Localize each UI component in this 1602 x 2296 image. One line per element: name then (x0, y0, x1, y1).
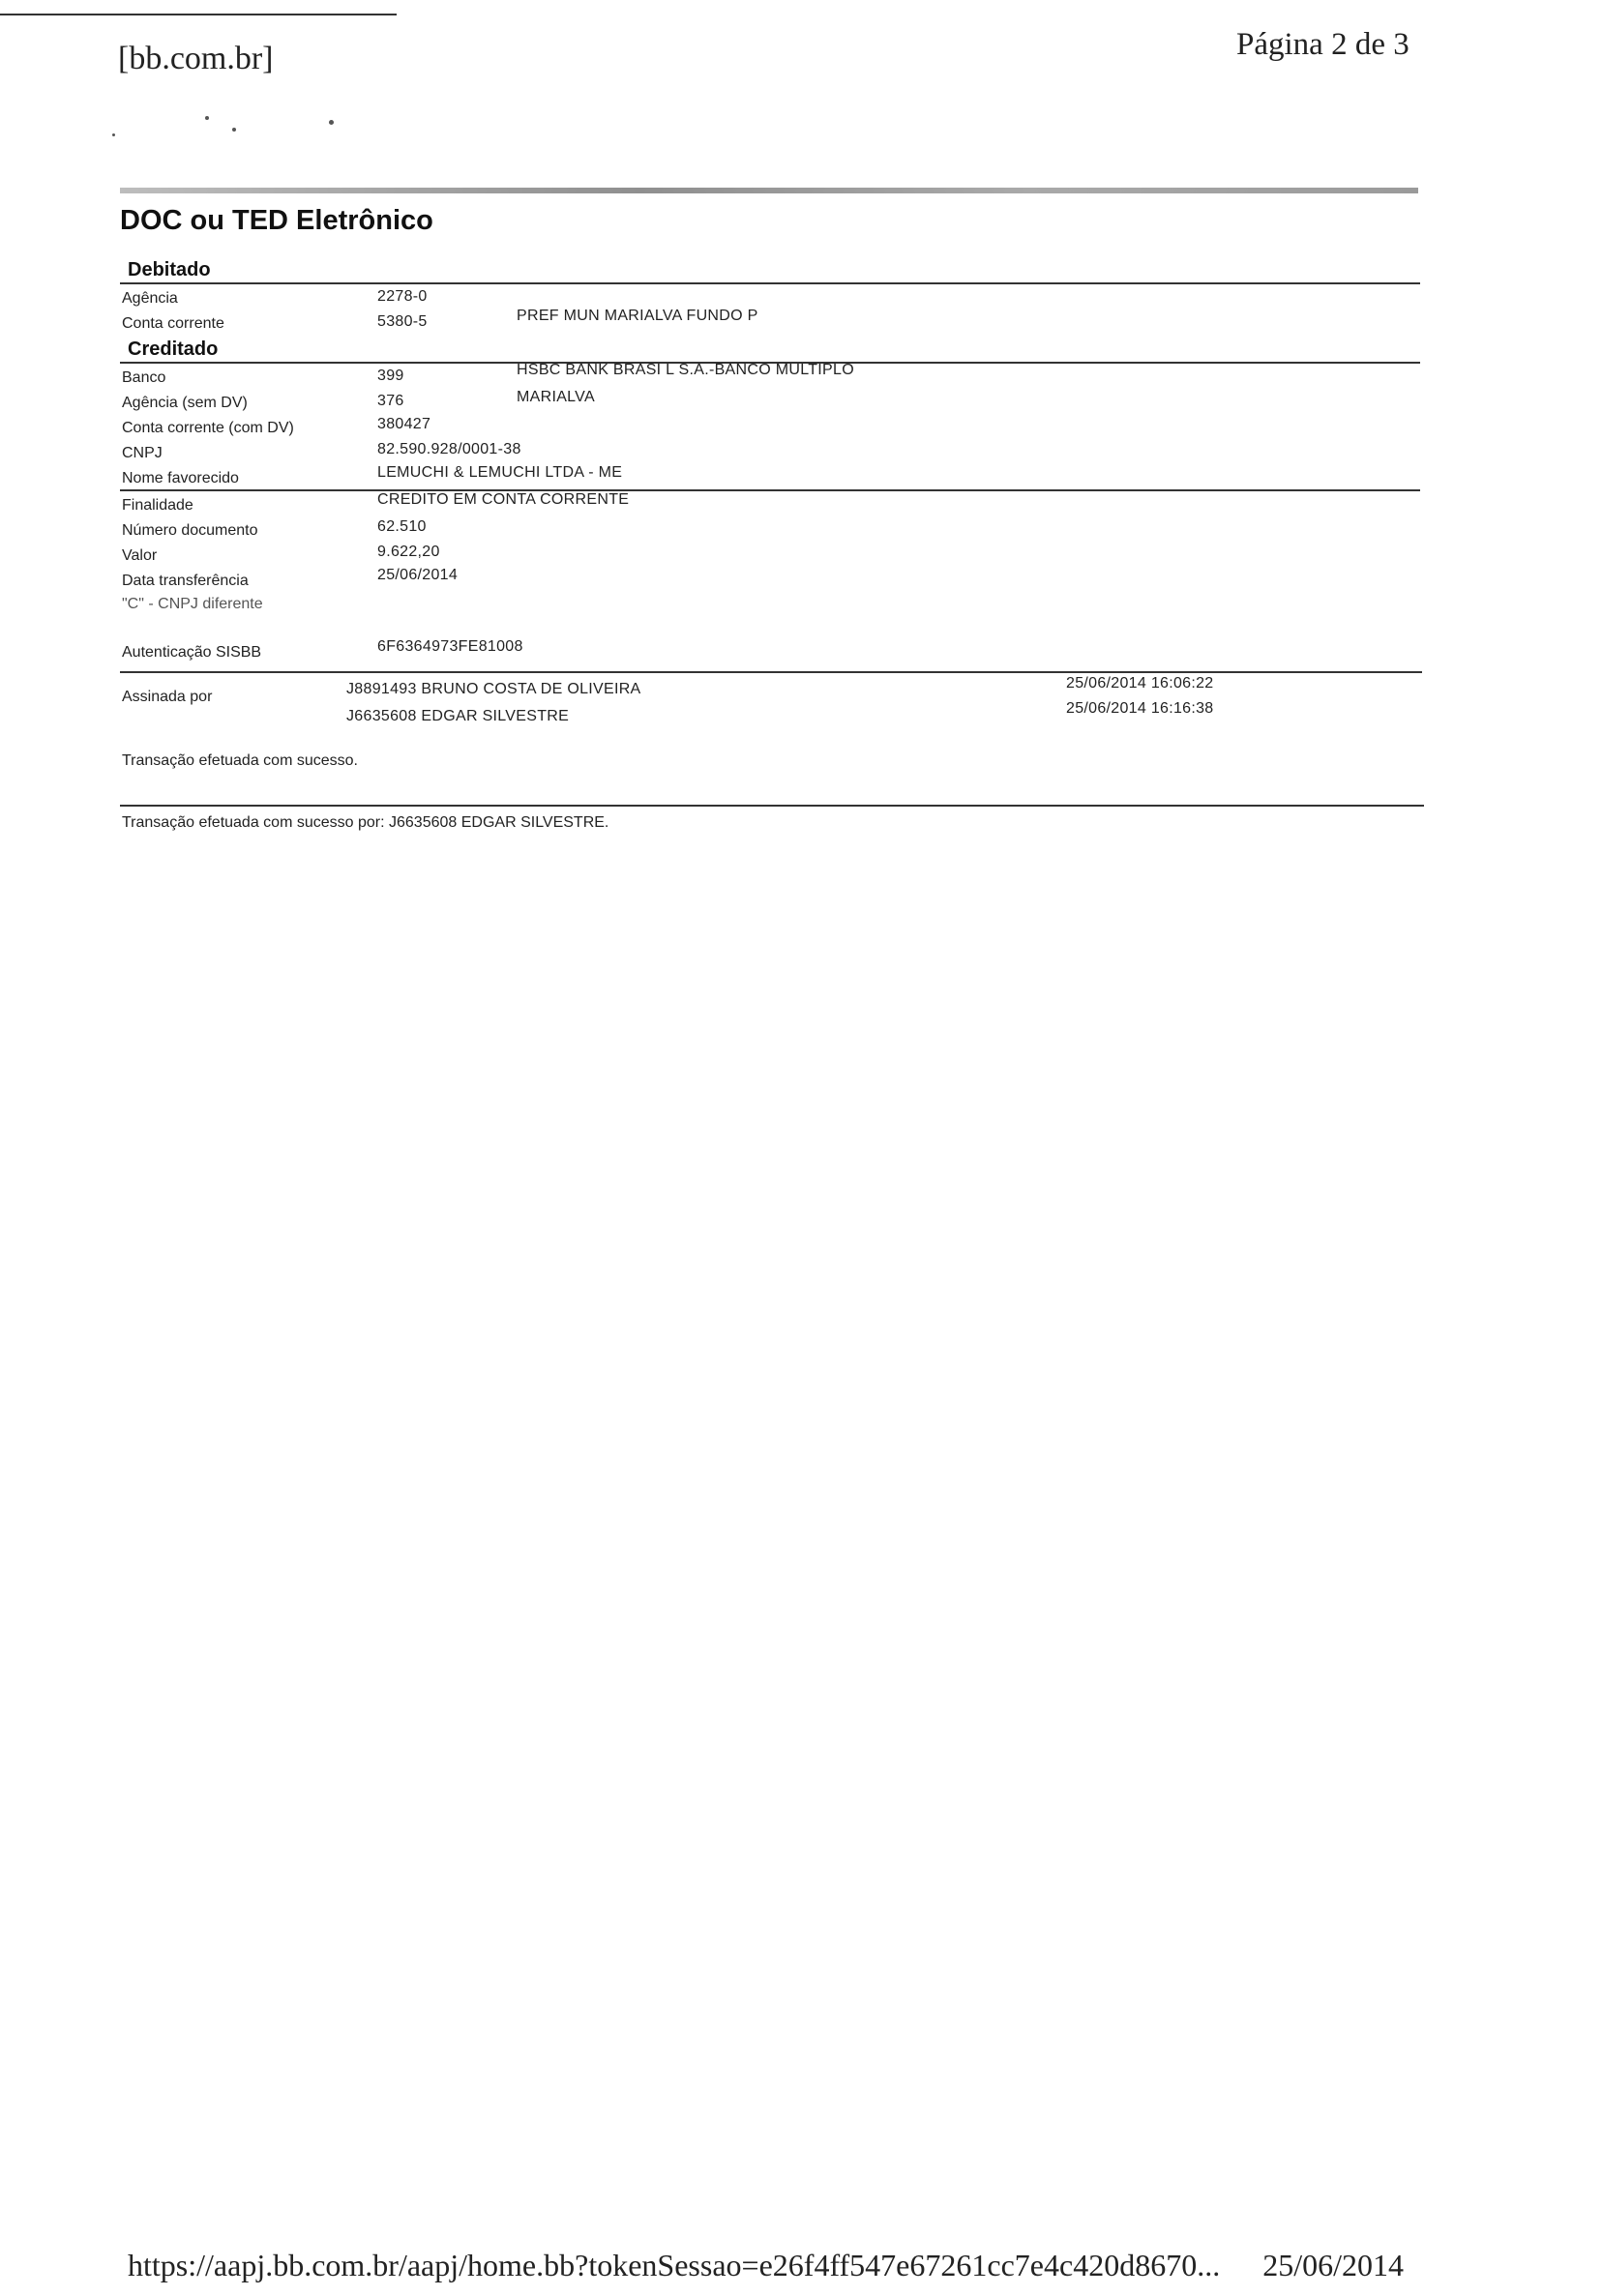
valor-label: Valor (122, 547, 158, 564)
section-divider (120, 282, 1420, 284)
section-debitado-heading: Debitado (128, 259, 211, 280)
credit-cnpj-label: CNPJ (122, 445, 163, 461)
status-message: Transação efetuada com sucesso. (122, 752, 358, 769)
status-footer-message: Transação efetuada com sucesso por: J6635608 EDGAR SILVESTRE. (122, 814, 609, 831)
credit-favorecido-label: Nome favorecido (122, 470, 239, 486)
section-creditado-heading: Creditado (128, 339, 219, 360)
debit-conta-value: 5380-5 (377, 313, 428, 330)
valor-value: 9.622,20 (377, 544, 440, 560)
data-transferencia-value: 25/06/2014 (377, 567, 459, 583)
header-site: [bb.com.br] (118, 41, 274, 76)
credit-agencia-label: Agência (sem DV) (122, 395, 248, 411)
signer-datetime: 25/06/2014 16:06:22 (1066, 675, 1214, 692)
credit-cnpj-value: 82.590.928/0001-38 (377, 441, 521, 457)
debit-conta-label: Conta corrente (122, 315, 224, 332)
section-divider (120, 805, 1424, 807)
finalidade-value: CREDITO EM CONTA CORRENTE (377, 491, 630, 508)
scan-speck (112, 133, 115, 136)
title-band (120, 188, 1418, 193)
autenticacao-value: 6F6364973FE81008 (377, 638, 523, 655)
scan-speck (329, 120, 334, 125)
page-title: DOC ou TED Eletrônico (120, 205, 433, 236)
debit-agencia-label: Agência (122, 290, 178, 307)
header-page-number: Página 2 de 3 (1236, 27, 1409, 62)
cnpj-diferente-note: "C" - CNPJ diferente (122, 596, 263, 612)
signer-name: J8891493 BRUNO COSTA DE OLIVEIRA (346, 681, 641, 697)
credit-agencia-name: MARIALVA (517, 389, 595, 405)
credit-favorecido-value: LEMUCHI & LEMUCHI LTDA - ME (377, 464, 623, 481)
credit-conta-label: Conta corrente (com DV) (122, 420, 294, 436)
debit-agencia-value: 2278-0 (377, 288, 428, 305)
credit-agencia-value: 376 (377, 393, 404, 409)
scan-speck (205, 116, 209, 120)
credit-banco-name: HSBC BANK BRASI L S.A.-BANCO MULTIPLO (517, 362, 854, 378)
scan-speck (232, 128, 236, 132)
credit-banco-label: Banco (122, 369, 166, 386)
data-transferencia-label: Data transferência (122, 573, 249, 589)
debit-conta-holder: PREF MUN MARIALVA FUNDO P (517, 308, 758, 324)
finalidade-label: Finalidade (122, 497, 193, 514)
footer-date: 25/06/2014 (1262, 2248, 1404, 2282)
credit-banco-value: 399 (377, 368, 404, 384)
section-divider (120, 489, 1420, 491)
numero-documento-value: 62.510 (377, 518, 427, 535)
credit-conta-value: 380427 (377, 416, 431, 432)
section-divider (120, 671, 1422, 673)
assinada-por-label: Assinada por (122, 689, 213, 705)
autenticacao-label: Autenticação SISBB (122, 644, 262, 661)
scan-top-rule (0, 14, 397, 15)
signer-datetime: 25/06/2014 16:16:38 (1066, 700, 1214, 717)
print-footer (128, 2248, 1404, 2283)
footer-url: https://aapj.bb.com.br/aapj/home.bb?tokenSessao=e26f4ff547e67261cc7e4c420d8670... (128, 2248, 1221, 2282)
numero-documento-label: Número documento (122, 522, 258, 539)
signer-name: J6635608 EDGAR SILVESTRE (346, 708, 570, 724)
